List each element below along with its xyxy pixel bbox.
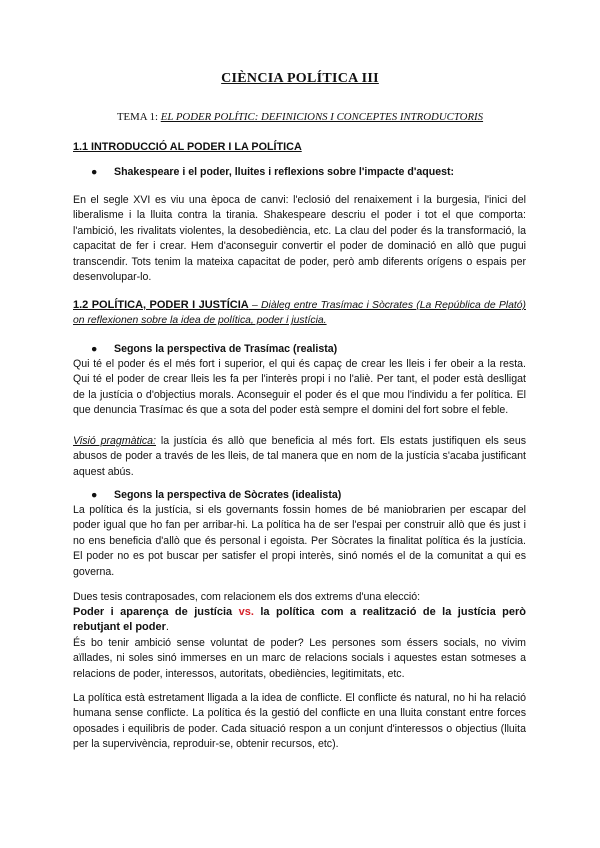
socrates-paragraph: La política és la justícia, si els governants fossin homes de bé maniobrarien per escapar del poder igual que ho fan per arribar-hi. La política ha de ser l'espai per construir allò que és just i no ens beneficia d'allò que és personal i egoista. Per Sòcrates la finalitat política és la justícia. El poder no es pot buscar per satisfer el propi interès, sinó només el de la comunitat a qui es governa. — [73, 504, 526, 578]
trasimac-paragraph: Qui té el poder és el més fort i superior, el qui és capaç de crear les lleis i fer obeir a la resta. Qui té el poder de crear lleis les fa per l'interès propi i no l'aliè. Per tant, el poder està deslligat de la justícia o d'objectius morals. Aconseguir el poder és el que mou l'individu a fer política. El que denuncia Trasímac és que a sota del poder està sempre el domini del fort sobre el feble. — [73, 358, 526, 417]
bullet-shakespeare — [91, 165, 454, 180]
bullet-icon: ● — [91, 166, 98, 178]
section-2-heading — [73, 298, 526, 329]
thesis-end: . — [165, 621, 169, 634]
thesis-a: Poder i aparença de justícia — [73, 606, 239, 618]
ambicio-paragraph: És bo tenir ambició sense voluntat de poder? Les persones som éssers socials, no vivim aïllades, ni soles sinó immerses en un marc de relacions socials i aquestes estan sotmeses a relacions de poder, interessos, autoritats, obediències, legitimitats, etc. — [73, 637, 526, 680]
section-2-title: 1.2 POLÍTICA, PODER I JUSTÍCIA — [73, 299, 249, 311]
shakespeare-paragraph: En el segle XVI es viu una època de canvi: l'eclosió del renaixement i la burgesia, l'inici del liberalisme i la lluita contra la tirania. Shakespeare descriu el poder i tot el que comporta: l'ambició, les rivalitats violentes, la desobediència, etc. La clau del poder és la transformació, la capacitat de fer i crear. Hem d'aconseguir convertir el poder de dominació en allò que pugui transcendir. Tots tenim la mateixa capacitat de poder, però amb diferents orígens o espais per desenvolupar-lo. — [73, 194, 526, 284]
bullet-trasimac — [91, 342, 337, 357]
thesis-b: la política com a realització de la justícia però rebutjant el poder — [73, 606, 527, 634]
pragmatic-paragraph — [73, 434, 526, 480]
bullet-text: Segons la perspectiva de Sòcrates (idealista) — [114, 489, 342, 501]
tema-title: EL PODER POLÍTIC: DEFINICIONS I CONCEPTES INTRODUCTORIS — [160, 111, 484, 123]
section-1-heading: 1.1 INTRODUCCIÓ AL PODER I LA POLÍTICA — [73, 141, 302, 153]
section-2-subtitle: – Diàleg entre Trasímac i Sòcrates (La República de Plató) on reflexionen sobre la idea de política, poder i justícia. — [73, 300, 526, 327]
bullet-socrates — [91, 488, 341, 503]
pragmatic-text: la justícia és allò que beneficia al més fort. Els estats justifiquen els seus abusos de poder a través de les lleis, de tal manera que en nom de la justícia s'acaba justificant aquest abús. — [73, 435, 527, 478]
document-title: CIÈNCIA POLÍTICA III — [221, 71, 379, 86]
bullet-text: Segons la perspectiva de Trasímac (realista) — [114, 343, 338, 355]
pragmatic-label: Visió pragmàtica: — [73, 435, 156, 447]
bullet-icon: ● — [91, 489, 98, 501]
bullet-icon: ● — [91, 343, 98, 355]
thesis-statement — [73, 605, 526, 636]
tema-heading — [0, 110, 600, 125]
dues-tesis-line: Dues tesis contraposades, com relacionem els dos extrems d'una elecció: — [73, 591, 421, 603]
thesis-vs: vs. — [238, 606, 254, 618]
bullet-text: Shakespeare i el poder, lluites i reflexions sobre l'impacte d'aquest: — [114, 166, 455, 178]
tema-label: TEMA 1: — [116, 111, 159, 123]
conflicte-paragraph: La política està estretament lligada a la idea de conflicte. El conflicte és natural, no hi ha relació humana sense conflicte. La política és la gestió del conflicte en una lluita constant entre forces oposades i equilibris de poder. Cada situació respon a un conjunt d'interessos o objectius (lluita per la supervivència, reproduir-se, obtenir recursos, etc). — [73, 692, 526, 751]
